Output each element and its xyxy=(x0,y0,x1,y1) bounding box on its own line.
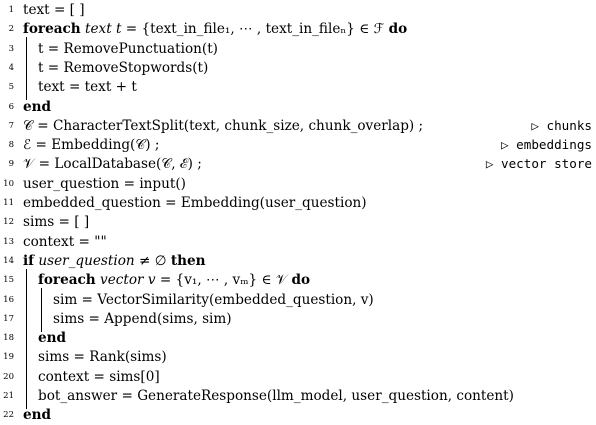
code-text: bot_answer = GenerateResponse(llm_model, user_question, content) xyxy=(38,388,514,404)
line-code xyxy=(38,328,66,348)
code-text: = {v₁, ⋯ , vₘ} ∈ 𝒱 xyxy=(155,272,292,289)
keyword: do xyxy=(388,21,408,38)
algorithm-line xyxy=(0,405,596,425)
keyword: end xyxy=(38,330,67,347)
code-text: sim = VectorSimilarity(embedded_question, v) xyxy=(53,291,374,308)
code-text: sims = [ ] xyxy=(23,214,90,231)
line-code xyxy=(38,39,218,59)
code-text: ℰ = Embedding(𝒞) ; xyxy=(23,137,160,154)
line-number: 19 xyxy=(3,352,14,363)
code-text: embedded_question = Embedding(user_question) xyxy=(23,195,367,211)
algorithm-line xyxy=(0,154,596,174)
italic-term: user_question xyxy=(38,252,135,269)
italic-term: vector v xyxy=(100,272,156,289)
code-text: context = sims[0] xyxy=(38,368,160,385)
code-text: context = "" xyxy=(23,233,107,250)
algorithm-line xyxy=(0,0,596,20)
line-number: 21 xyxy=(3,391,14,401)
line-code xyxy=(23,0,85,20)
keyword: end xyxy=(23,407,52,424)
keyword: then xyxy=(170,252,206,269)
line-code xyxy=(23,251,206,271)
line-number: 6 xyxy=(8,101,14,112)
line-number: 9 xyxy=(8,159,14,170)
line-number: 22 xyxy=(3,410,14,421)
line-number: 10 xyxy=(3,178,14,189)
algorithm-line xyxy=(0,328,596,348)
line-code xyxy=(23,232,107,252)
line-number: 8 xyxy=(8,140,14,151)
line-code xyxy=(38,347,167,367)
algorithm-line xyxy=(0,367,596,387)
code-text: ≠ ∅ xyxy=(134,252,171,269)
line-code xyxy=(38,270,310,290)
algorithm-line xyxy=(0,39,596,59)
line-number: 11 xyxy=(3,198,14,208)
keyword: do xyxy=(291,272,311,289)
line-code xyxy=(23,212,89,232)
line-number: 18 xyxy=(3,333,14,344)
line-code xyxy=(38,77,137,97)
algorithm-line xyxy=(0,97,596,117)
algorithm-line xyxy=(0,193,596,213)
line-code xyxy=(38,367,160,387)
line-number: 1 xyxy=(8,5,14,15)
line-number: 12 xyxy=(3,217,14,228)
code-text: = {text_in_file₁, ⋯ , text_in_fileₙ} ∈ ℱ xyxy=(121,21,389,38)
code-text: t = RemoveStopwords(t) xyxy=(38,59,209,76)
line-code xyxy=(23,174,186,194)
line-number: 17 xyxy=(3,313,14,324)
algorithm-line xyxy=(0,174,596,194)
line-number: 2 xyxy=(8,24,14,35)
keyword: end xyxy=(23,98,52,115)
line-number: 16 xyxy=(3,294,14,305)
code-text: 𝒞 = CharacterTextSplit(text, chunk_size, chunk_overlap) ; xyxy=(23,117,424,134)
block-scope-bar xyxy=(41,288,42,332)
algorithm-line xyxy=(0,212,596,232)
line-number: 13 xyxy=(3,236,14,247)
algorithm-line xyxy=(0,135,596,155)
algorithm-line xyxy=(0,386,596,406)
line-number: 5 xyxy=(8,82,14,93)
line-number: 14 xyxy=(3,255,14,266)
line-number: 3 xyxy=(8,43,14,54)
line-number: 4 xyxy=(8,62,14,73)
line-comment: ▷ embeddings xyxy=(501,137,592,153)
line-comment: ▷ chunks xyxy=(531,117,592,133)
algorithm-line xyxy=(0,251,596,271)
line-code xyxy=(23,193,367,213)
code-text: sims = Rank(sims) xyxy=(38,349,167,366)
italic-term: text t xyxy=(85,21,122,38)
code-text: t = RemovePunctuation(t) xyxy=(38,40,218,57)
algorithm-line xyxy=(0,290,596,310)
line-number: 20 xyxy=(3,371,14,382)
algorithm-line xyxy=(0,309,596,329)
line-code xyxy=(23,154,202,174)
line-code xyxy=(23,135,159,155)
algorithm-line xyxy=(0,347,596,367)
algorithm-line xyxy=(0,19,596,39)
code-text: sims = Append(sims, sim) xyxy=(53,310,232,327)
algorithm-line xyxy=(0,77,596,97)
line-code xyxy=(38,386,514,406)
algorithm-line xyxy=(0,232,596,252)
line-code xyxy=(23,97,51,117)
line-number: 7 xyxy=(8,120,14,131)
code-text: text = text + t xyxy=(38,79,137,96)
algorithm-line xyxy=(0,270,596,290)
keyword: foreach xyxy=(38,272,96,289)
line-code xyxy=(23,116,423,136)
keyword: if xyxy=(23,252,35,269)
line-code xyxy=(53,309,232,329)
line-code xyxy=(23,19,407,39)
block-scope-bar xyxy=(26,269,27,409)
line-comment: ▷ vector store xyxy=(485,156,592,172)
line-code xyxy=(53,290,374,310)
line-number: 15 xyxy=(3,275,14,286)
code-text: user_question = input() xyxy=(23,175,186,192)
block-scope-bar xyxy=(26,37,27,100)
line-code xyxy=(23,405,51,425)
code-text: 𝒱 = LocalDatabase(𝒞, ℰ) ; xyxy=(23,156,202,173)
algorithm-line xyxy=(0,116,596,136)
line-code xyxy=(38,58,208,78)
algorithm-line xyxy=(0,58,596,78)
keyword: foreach xyxy=(23,21,81,38)
code-text: text = [ ] xyxy=(23,2,85,18)
